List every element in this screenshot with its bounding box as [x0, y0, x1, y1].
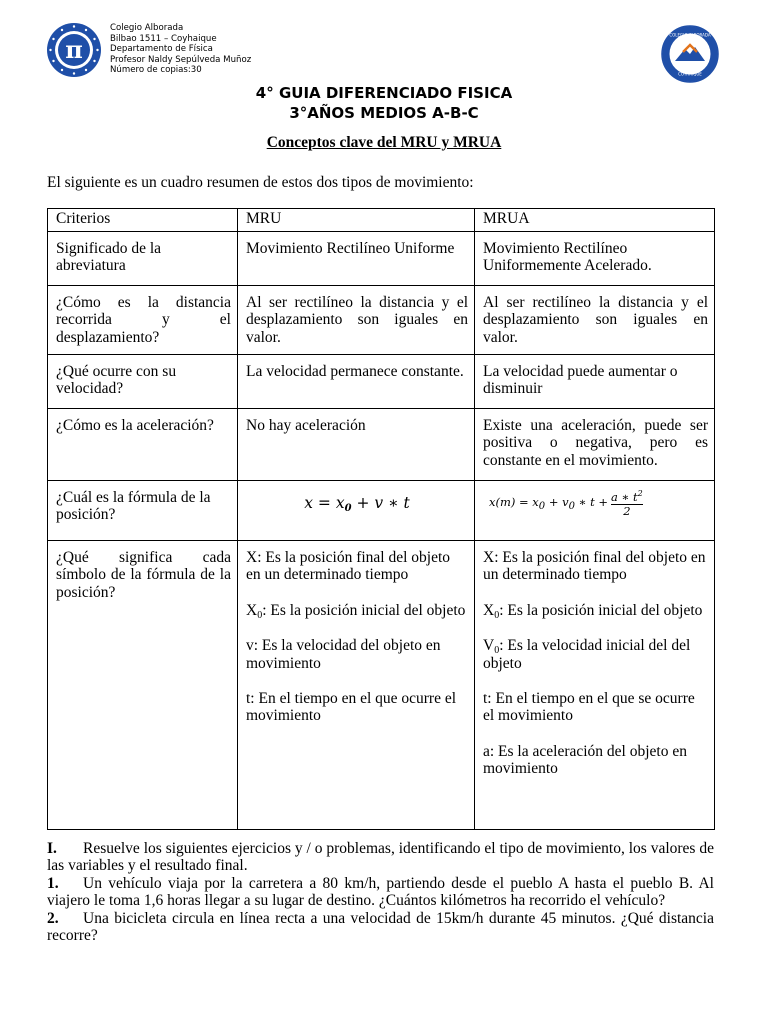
symbol-x: X: Es la posición final del objeto en un determinado tiempo [246, 549, 451, 584]
cell-mrua: La velocidad puede aumentar o disminuir [475, 355, 715, 409]
symbol-v: v: Es la velocidad del objeto en movimiento [246, 637, 441, 672]
page-subtitle-courses: 3°AÑOS MEDIOS A-B-C [289, 104, 479, 122]
cell-mru: Al ser rectilíneo la distancia y el desplazamiento son iguales en valor. [238, 286, 475, 355]
cell-mru: Movimiento Rectilíneo Uniforme [238, 232, 475, 286]
header-criterios: Criterios [48, 209, 238, 232]
page-title: 4° GUIA DIFERENCIADO FISICA [255, 84, 513, 102]
symbol-x0: $X_0$: Es la posición inicial del objeto [246, 601, 466, 621]
cell-mrua-symbols [475, 541, 715, 830]
question-text: Una bicicleta circula en línea recta a una velocidad de 15km/h durante 45 minutos. ¿Qué distancia recorre? [47, 909, 714, 945]
cell-mru: No hay aceleración [238, 409, 475, 481]
table-row [48, 355, 715, 409]
cell-criterio: Significado de la abreviatura [48, 232, 238, 286]
symbol-x0: $X_0$: Es la posición inicial del objeto [483, 601, 703, 621]
pi-symbol: π [65, 35, 83, 64]
table-row [48, 409, 715, 481]
symbol-t: t: En el tiempo en el que se ocurre el movimiento [483, 690, 695, 725]
exercise-section [47, 840, 714, 944]
department: Departamento de Física [110, 44, 213, 55]
table-row [48, 286, 715, 355]
cell-mru-symbols [238, 541, 475, 830]
symbol-t: t: En el tiempo en el que ocurre el movimiento [246, 690, 457, 725]
school-address: Bilbao 1511 – Coyhaique [110, 33, 217, 44]
teacher-name: Profesor Naldy Sepúlveda Muñoz [110, 54, 252, 65]
section-label: I. [47, 840, 57, 857]
header-mrua: MRUA [475, 209, 715, 232]
intro-text: El siguiente es un cuadro resumen de estos dos tipos de movimiento: [47, 174, 474, 191]
cell-mrua: Movimiento Rectilíneo Uniformemente Acelerado. [475, 232, 715, 286]
school-info [110, 23, 251, 76]
table-row [48, 541, 715, 830]
mrua-position-formula: $x(m) = x_0 + v_0$ ∗ t + $\frac{a ∗ t^2}{2}$ [489, 489, 643, 518]
copies-count: Número de copias:30 [110, 65, 202, 76]
question-number: 2. [47, 909, 59, 927]
section-instructions [47, 840, 714, 875]
cell-criterio: ¿Qué significa cada símbolo de la fórmula de la posición? [48, 541, 238, 830]
cell-mrua: Al ser rectilíneo la distancia y el desplazamiento son iguales en valor. [475, 286, 715, 355]
logo-top-text: COLEGIO ALBORADA [669, 32, 711, 38]
logo-bottom-text: COYHAIQUE [678, 71, 702, 77]
cell-mru-formula [238, 481, 475, 541]
cell-mrua-formula [475, 481, 715, 541]
summary-table [47, 208, 715, 830]
symbol-a: a: Es la aceleración del objeto en movimiento [483, 742, 687, 778]
question-number: 1. [47, 874, 59, 892]
cell-criterio: ¿Cómo es la aceleración? [48, 409, 238, 481]
header-mru: MRU [238, 209, 475, 232]
table-row [48, 481, 715, 541]
section-text: Resuelve los siguientes ejercicios y / o problemas, identificando el tipo de movimiento, los valores de las variables y el resultado final. [47, 840, 714, 875]
symbol-x: X: Es la posición final del objeto en un determinado tiempo [483, 549, 706, 584]
table-header-row [48, 209, 715, 232]
school-logo-left [46, 22, 102, 78]
section-heading: Conceptos clave del MRU y MRUA [266, 134, 502, 151]
cell-mru: La velocidad permanece constante. [238, 355, 475, 409]
cell-criterio: ¿Cuál es la fórmula de la posición? [48, 481, 238, 541]
mru-position-formula: $x = x_0 + v$ ∗ t [304, 494, 410, 514]
question-text: Un vehículo viaja por la carretera a 80 km/h, partiendo desde el pueblo A hasta el pueblo B. Al viajero le toma 1,6 horas llegar a su lugar de destino. ¿Cuántos kilómetros ha recorrido el vehículo? [47, 874, 714, 910]
symbol-v0: $V_0$: Es la velocidad inicial del del objeto [483, 637, 691, 672]
cell-criterio: ¿Qué ocurre con su velocidad? [48, 355, 238, 409]
school-logo-right [661, 25, 719, 83]
question-item [47, 910, 714, 945]
cell-mrua: Existe una aceleración, puede ser positiva o negativa, pero es constante en el movimiento. [475, 409, 715, 481]
cell-criterio: ¿Cómo es la distancia recorrida y el desplazamiento? [48, 286, 238, 355]
question-item [47, 875, 714, 910]
school-name: Colegio Alborada [110, 23, 184, 33]
table-row [48, 232, 715, 286]
